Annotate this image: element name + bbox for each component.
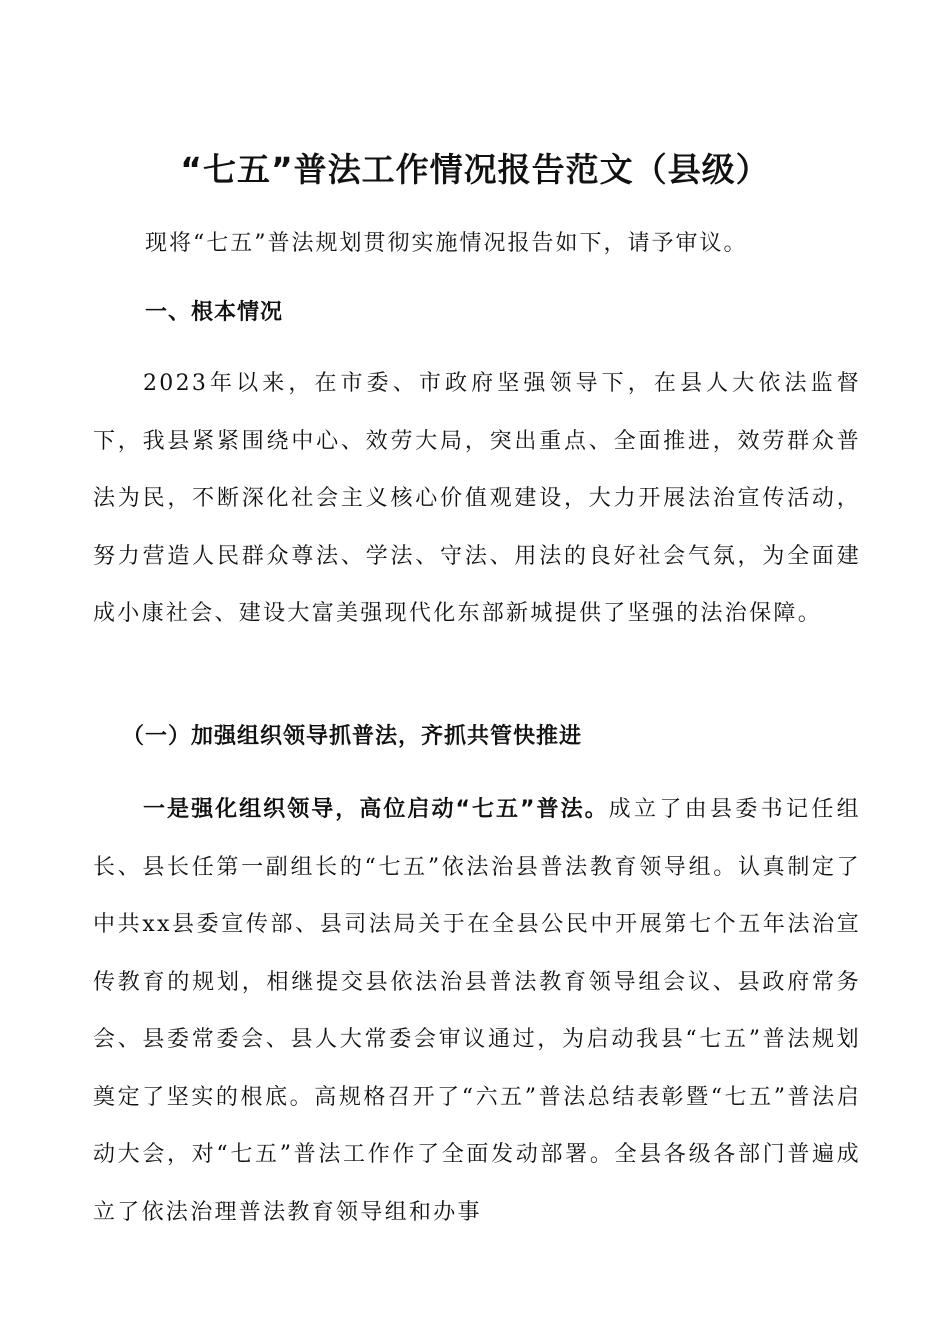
intro-paragraph: 现将“七五”普法规划贯彻实施情况报告如下，请予审议。	[145, 231, 748, 256]
document-title: “七五”普法工作情况报告范文（县级）	[180, 150, 770, 189]
subsection-paragraph	[93, 781, 861, 1241]
subsection-heading: （一）加强组织领导抓普法，齐抓共管快推进	[122, 724, 583, 749]
paragraph-lead-sentence: 一是强化组织领导，高位启动“七五”普法。	[143, 797, 609, 822]
section-paragraph: 2023年以来，在市委、市政府坚强领导下，在县人大依法监督下，我县紧紧围绕中心、效劳大局，突出重点、全面推进，效劳群众普法为民，不断深化社会主义核心价值观建设，大力开展法治宣传活动，努力营造人民群众尊法、学法、守法、用法的良好社会气氛，为全面建成小康社会、建设大富美强现代化东部新城提供了坚强的法治保障。	[93, 371, 861, 626]
section-heading-basic-situation: 一、根本情况	[145, 300, 284, 325]
paragraph-body-text: 成立了由县委书记任组长、县长任第一副组长的“七五”依法治县普法教育领导组。认真制定了中共xx县委宣传部、县司法局关于在全县公民中开展第七个五年法治宣传教育的规划，相继提交县依法治县普法教育领导组会议、县政府常务会、县委常委会、县人大常委会审议通过，为启动我县“七五”普法规划奠定了坚实的根底。高规格召开了“六五”普法总结表彰暨“七五”普法启动大会，对“七五”普法工作作了全面发动部署。全县各级各部门普遍成立了依法治理普法教育领导组和办事	[93, 797, 861, 1225]
